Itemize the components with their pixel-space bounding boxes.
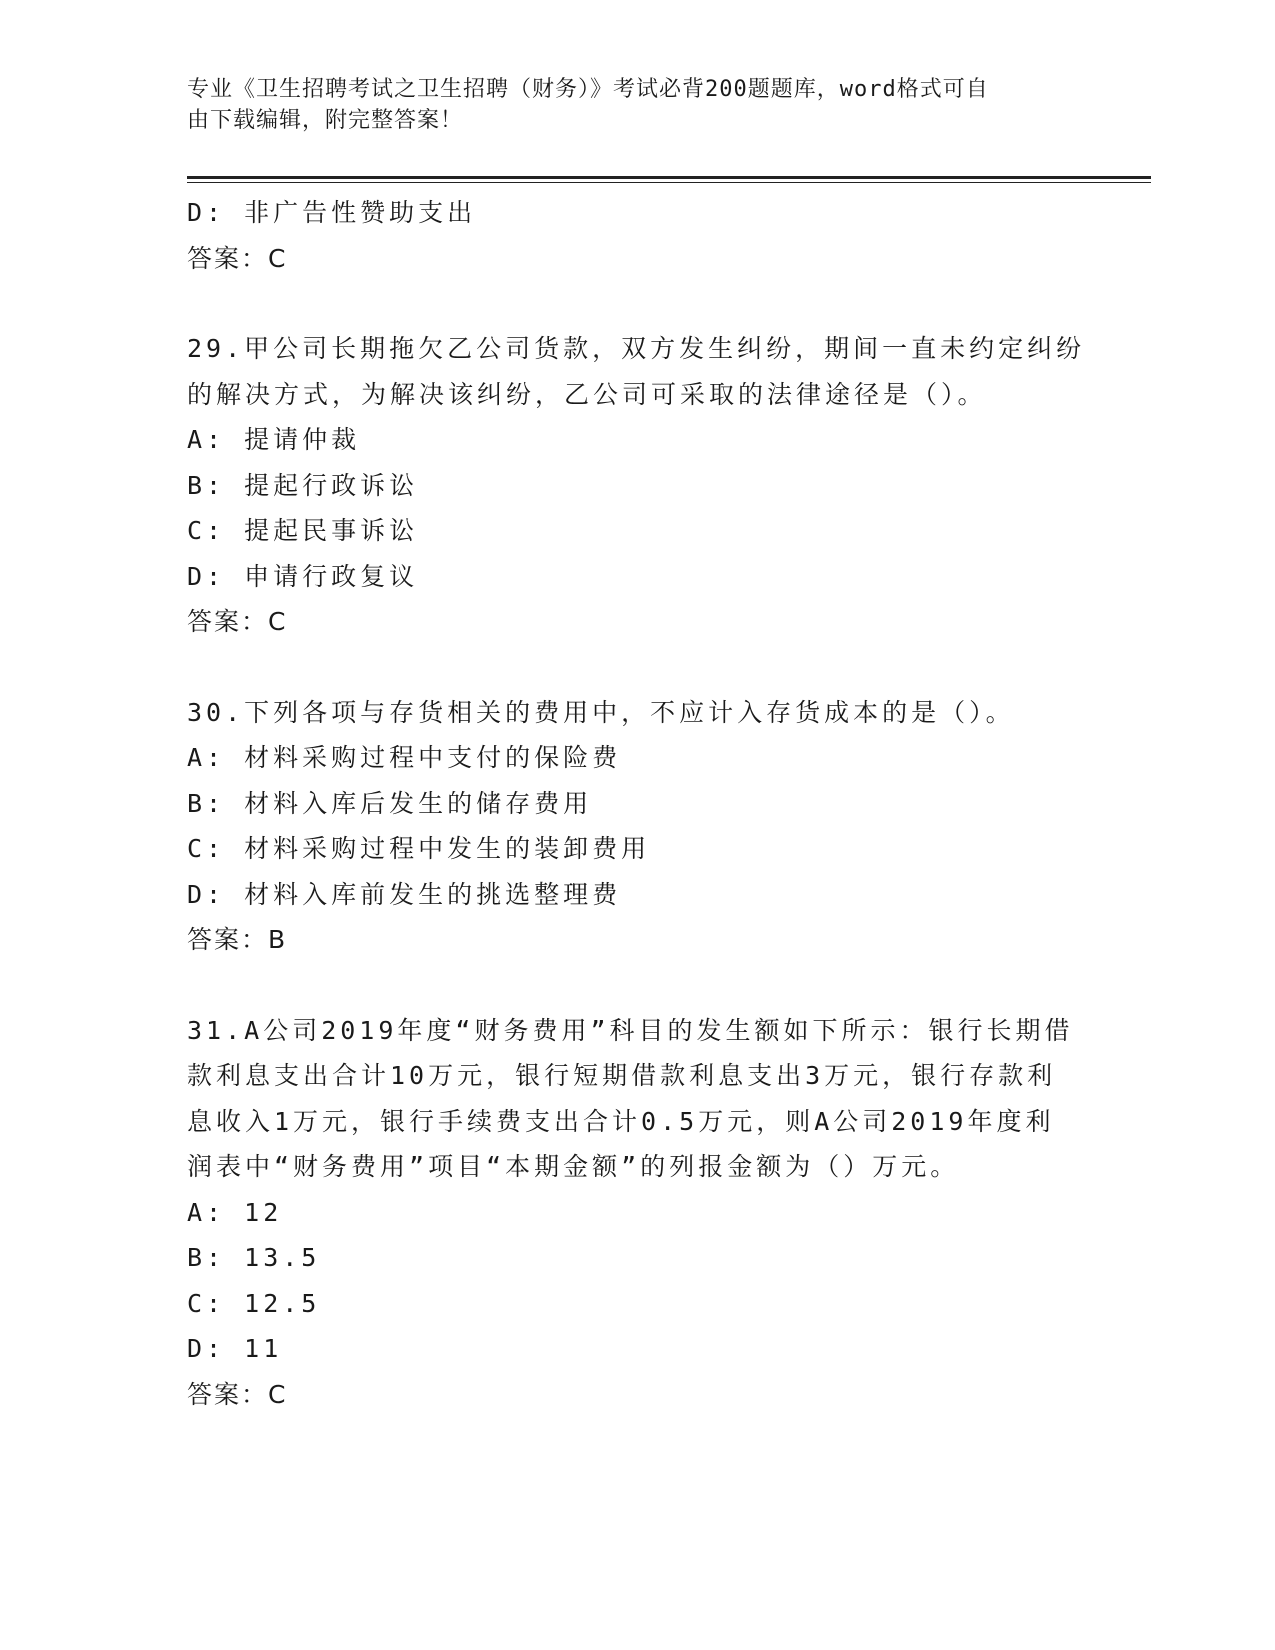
question-29-answer: 答案：C [187,607,288,636]
question-30-option-d: D: 材料入库前发生的挑选整理费 [187,879,622,909]
spacer [187,645,1087,690]
question-31-stem-line-4: 润表中“财务费用”项目“本期金额”的列报金额为（）万元。 [187,1152,960,1181]
question-30-stem-line-1: 30.下列各项与存货相关的费用中，不应计入存货成本的是（）。 [187,697,1015,727]
question-31-option-a: A: 12 [187,1197,283,1227]
question-30-option-c: C: 材料采购过程中发生的装卸费用 [187,834,651,863]
question-31-answer: 答案：C [187,1379,288,1409]
header-line-2: 由下载编辑，附完整答案！ [187,108,464,133]
question-30-option-a: A: 材料采购过程中支付的保险费 [187,743,622,772]
question-31-option-c: C: 12.5 [187,1288,321,1318]
question-31 [187,1008,1087,1418]
header-rule-thin [187,182,1151,183]
question-29-stem-line-1: 29.甲公司长期拖欠乙公司货款，双方发生纠纷，期间一直未约定纠纷 [187,334,1086,363]
question-31-option-b: B: 13.5 [187,1243,321,1272]
question-31-stem-line-1: 31.A公司2019年度“财务费用”科目的发生额如下所示：银行长期借 [187,1015,1074,1045]
question-31-stem-line-2: 款利息支出合计10万元，银行短期借款利息支出3万元，银行存款利 [187,1061,1057,1090]
spacer [187,963,1087,1008]
question-30-answer: 答案：B [187,925,288,954]
document-body [187,190,1087,1417]
previous-option-d: D: 非广告性赞助支出 [187,198,477,227]
question-31-option-d: D: 11 [187,1334,283,1363]
question-29-option-b: B: 提起行政诉讼 [187,470,419,500]
question-29-stem-line-2: 的解决方式，为解决该纠纷，乙公司可采取的法律途径是（）。 [187,379,987,409]
question-29 [187,326,1087,645]
spacer [187,281,1087,326]
header-line-1: 专业《卫生招聘考试之卫生招聘（财务）》考试必背200题题库，word格式可自 [187,77,989,102]
question-30 [187,690,1087,963]
header-rule-thick [187,176,1151,179]
question-31-stem-line-3: 息收入1万元，银行手续费支出合计0.5万元，则A公司2019年度利 [187,1106,1055,1136]
document-header [187,74,1067,136]
previous-answer: 答案：C [187,243,288,273]
question-29-option-a: A: 提请仲裁 [187,425,361,454]
question-29-option-c: C: 提起民事诉讼 [187,516,419,545]
question-29-option-d: D: 申请行政复议 [187,561,419,591]
question-30-option-b: B: 材料入库后发生的储存费用 [187,788,593,818]
